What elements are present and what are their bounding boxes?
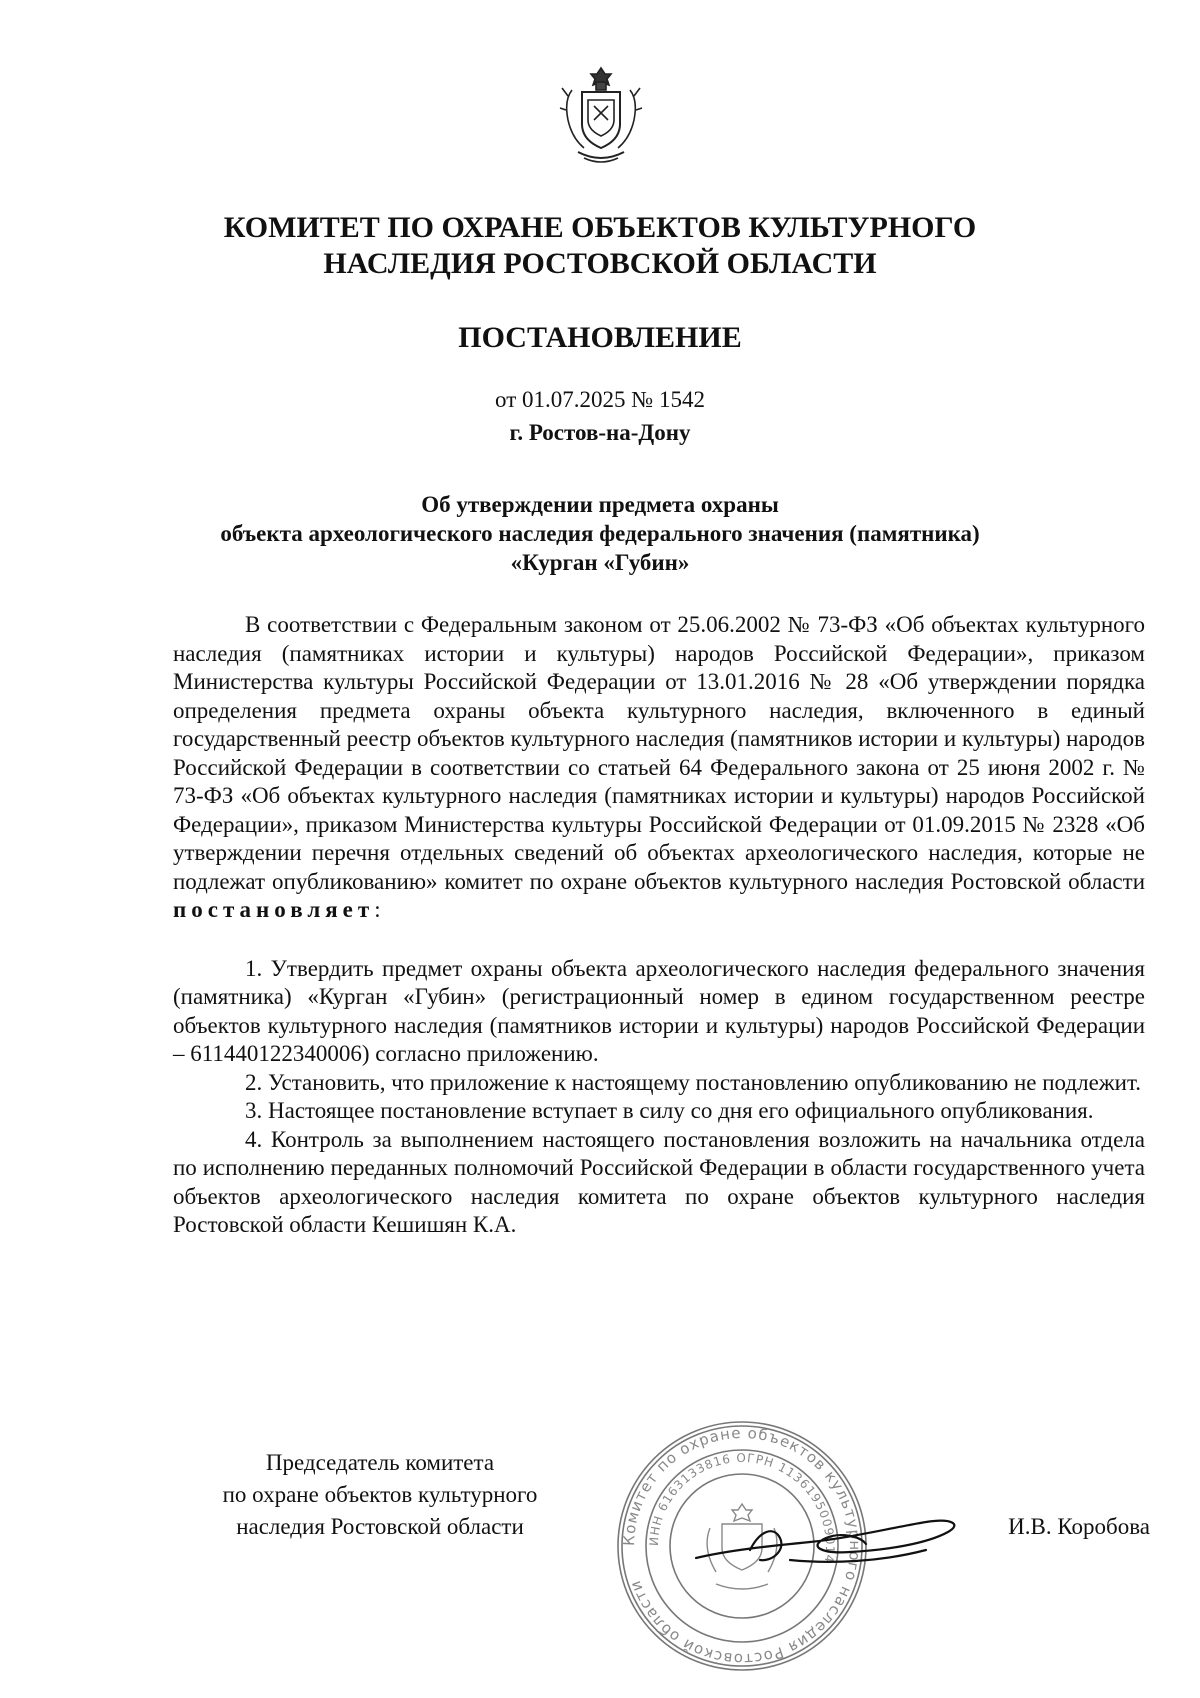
organization-line-1: КОМИТЕТ ПО ОХРАНЕ ОБЪЕКТОВ КУЛЬТУРНОГО (223, 211, 977, 244)
decree-item-1: 1. Утвердить предмет охраны объекта археологического наследия федерального значения (памятника) «Курган «Губин» (регистрационный номер в едином государственном реестре объектов культурного наследия (памятников истории и культуры) народов Российской Федерации – 611440122340006) согласно приложению. (173, 955, 1145, 1066)
document-body (173, 611, 1145, 1240)
organization-name (100, 210, 1100, 282)
title-line-1: Об утверждении предмета охраны (421, 492, 779, 517)
coat-of-arms-icon (558, 60, 644, 170)
seal-outer-text: Комитет по охране объектов культурного наследия Ростовской области (619, 1423, 865, 1669)
decree-item-2: 2. Установить, что приложение к настоящему постановлению опубликованию не подлежит. (245, 1069, 1142, 1095)
decree-colon: : (374, 897, 381, 922)
title-line-3: «Курган «Губин» (510, 550, 690, 575)
document-title (100, 490, 1100, 577)
decree-item-4: 4. Контроль за выполнением настоящего постановления возложить на начальника отдела по исполнению переданных полномочий Российской Федерации в области государственного учета объектов археологического наследия комитета по охране объектов культурного наследия Ростовской области Кешишян К.А. (173, 1126, 1145, 1237)
preamble-paragraph (173, 611, 1145, 925)
signer-position-line-1: Председатель комитета (265, 1450, 495, 1475)
signer-position-line-2: по охране объектов культурного (222, 1482, 538, 1507)
document-city: г. Ростов-на-Дону (509, 420, 691, 445)
preamble-text: В соответствии с Федеральным законом от 25.06.2002 № 73-ФЗ «Об объектах культурного наследия (памятниках истории и культуры) народов Российской Федерации», приказом Министерства культуры Российской Федерации от 13.01.2016 № 28 «Об утверждении порядка определения предмета охраны объекта культурного наследия, включенного в единый государственный реестр объектов культурного наследия (памятников истории и культуры) народов Российской Федерации в соответствии со статьей 64 Федерального закона от 25 июня 2002 г. № 73-ФЗ «Об объектах культурного наследия (памятниках истории и культуры) народов Российской Федерации», приказом Министерства культуры Российской Федерации от 01.09.2015 № 2328 «Об утверждении перечня отдельных сведений об объектах археологического наследия, которые не подлежат опубликованию» комитет по охране объектов культурного наследия Ростовской области (173, 612, 1145, 894)
signer-position (170, 1447, 590, 1543)
signer-name: И.В. Коробова (1008, 1514, 1150, 1539)
organization-line-2: НАСЛЕДИЯ РОСТОВСКОЙ ОБЛАСТИ (323, 247, 877, 280)
handwritten-signature-icon (690, 1480, 970, 1600)
decree-word: постановляет (173, 897, 375, 922)
signer-position-line-3: наследия Ростовской области (236, 1514, 524, 1539)
document-date-number: от 01.07.2025 № 1542 (495, 387, 705, 412)
seal-inner-text: ИНН 6163133816 ОГРН 1136195009014 (646, 1450, 838, 1565)
decree-item-3: 3. Настоящее постановление вступает в силу со дня его официального опубликования. (245, 1098, 1094, 1123)
document-type: ПОСТАНОВЛЕНИЕ (458, 321, 742, 354)
title-line-2: объекта археологического наследия федерального значения (памятника) (220, 521, 980, 546)
